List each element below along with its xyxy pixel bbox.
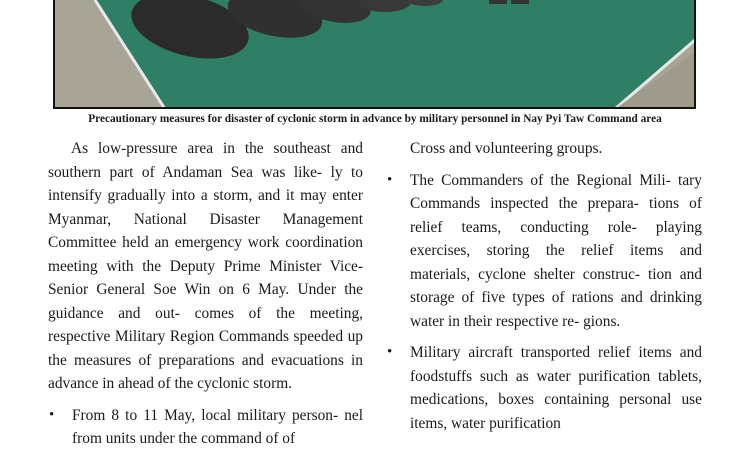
bullet-item-commanders: • The Commanders of the Regional Mili- tary Commands inspected the prepara- tions of relief teams, conducting role- playing exercises, storing the relief items and materials, cyclone shelter construc- tion and storage of five types of rations and drinking water in their respective re- gions. [386, 169, 702, 334]
continued-text: Cross and volunteering groups. [410, 140, 603, 157]
bullet-item-military-aircraft: • Military aircraft transported relief items and foodstuffs such as water purification tablets, medications, boxes containing personal use items, water purification [386, 341, 702, 435]
left-column [48, 137, 363, 451]
intro-paragraph: As low-pressure area in the southeast and southern part of Andaman Sea was like- ly to intensify gradually into a storm, and it may enter Myanmar, National Disaster Management Committee held an emergency work coordination meeting with the Deputy Prime Minister Vice-Senior General Soe Win on 6 May. Under the guidance and out- comes of the meeting, respective Military Region Commands speeded up the measures of preparations and evacuations in advance in ahead of the cyclonic storm. [48, 140, 364, 392]
bullet-item-local-personnel: • From 8 to 11 May, local military person- nel from units under the command of of [48, 404, 363, 451]
boats-photo-illustration [55, 0, 696, 109]
bullet-icon: • [49, 406, 55, 423]
right-column [386, 137, 702, 435]
bullet-icon: • [387, 171, 393, 188]
photo-caption: Precautionary measures for disaster of cyclonic storm in advance by military personnel in Nay Pyi Taw Command area [88, 113, 662, 125]
bullet-icon: • [387, 344, 393, 360]
article-photo [53, 0, 696, 109]
